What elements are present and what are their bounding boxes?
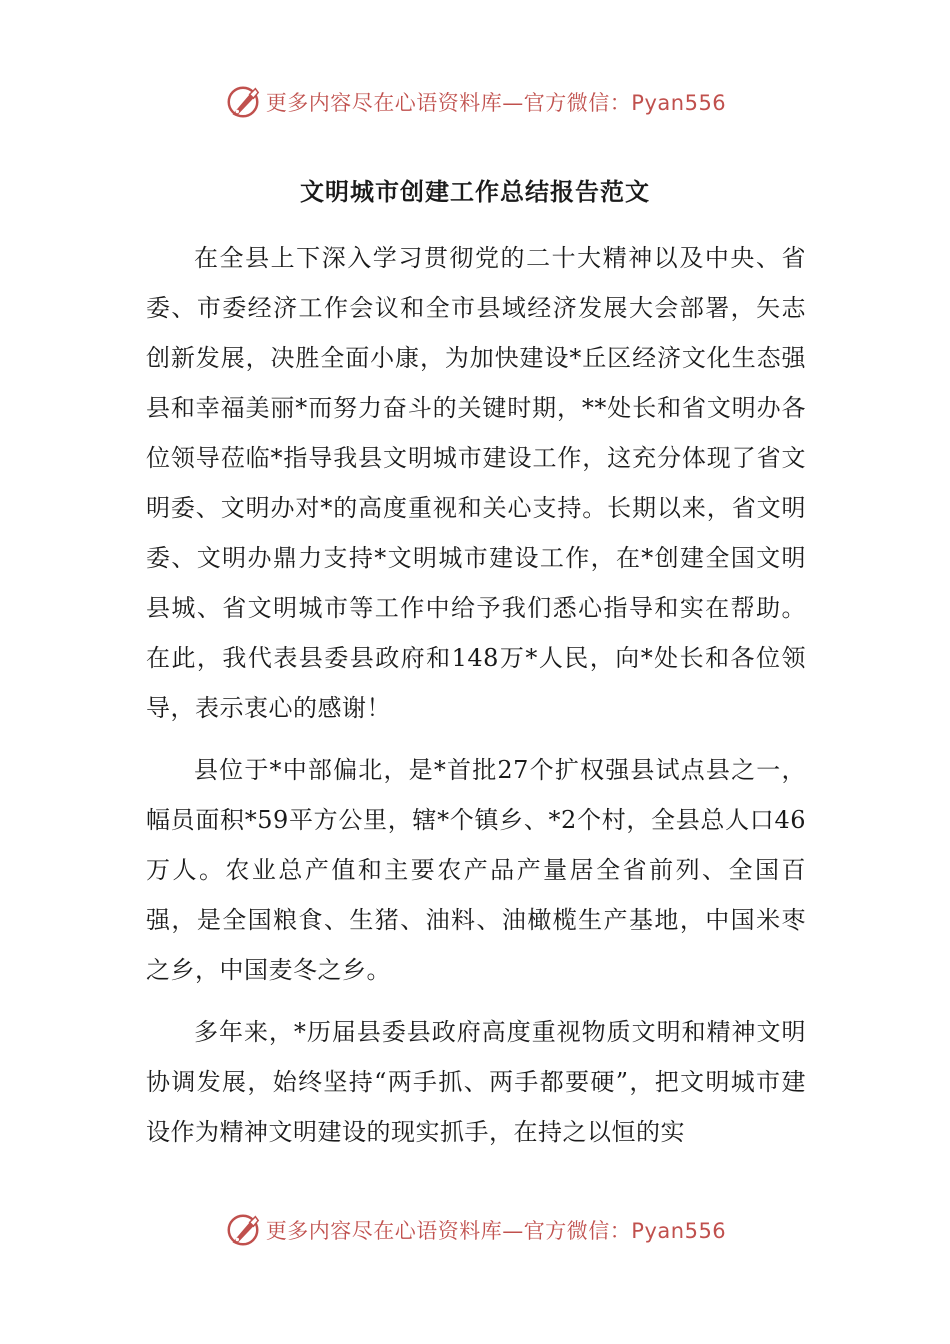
pen-nib-circle-icon (224, 1211, 262, 1249)
watermark-footer (0, 1208, 950, 1252)
watermark-text: 更多内容尽在心语资料库—官方微信：Pyan556 (265, 91, 727, 115)
watermark-header (0, 80, 950, 124)
watermark-text: 更多内容尽在心语资料库—官方微信：Pyan556 (265, 1219, 727, 1243)
paragraph: 在全县上下深入学习贯彻党的二十大精神以及中央、省委、市委经济工作会议和全市县域经济发展大会部署，矢志创新发展，决胜全面小康，为加快建设*丘区经济文化生态强县和幸福美丽*而努力奋斗的关键时期，**处长和省文明办各位领导莅临*指导我县文明城市建设工作，这充分体现了省文明委、文明办对*的高度重视和关心支持。长期以来，省文明委、文明办鼎力支持*文明城市建设工作，在*创建全国文明县城、省文明城市等工作中给予我们悉心指导和实在帮助。在此，我代表县委县政府和148万*人民，向*处长和各位领导，表示衷心的感谢！ (146, 244, 806, 722)
document-body (146, 233, 806, 1169)
paragraph: 多年来，*历届县委县政府高度重视物质文明和精神文明协调发展，始终坚持“两手抓、两手都要硬”，把文明城市建设作为精神文明建设的现实抓手，在持之以恒的实 (146, 1018, 806, 1146)
paragraph: 县位于*中部偏北，是*首批27个扩权强县试点县之一，幅员面积*59平方公里，辖*个镇乡、*2个村，全县总人口46万人。农业总产值和主要农产品产量居全省前列、全国百强，是全国粮食、生猪、油料、油橄榄生产基地，中国米枣之乡，中国麦冬之乡。 (146, 756, 806, 984)
pen-nib-circle-icon (224, 83, 262, 121)
document-title: 文明城市创建工作总结报告范文 (300, 177, 650, 206)
